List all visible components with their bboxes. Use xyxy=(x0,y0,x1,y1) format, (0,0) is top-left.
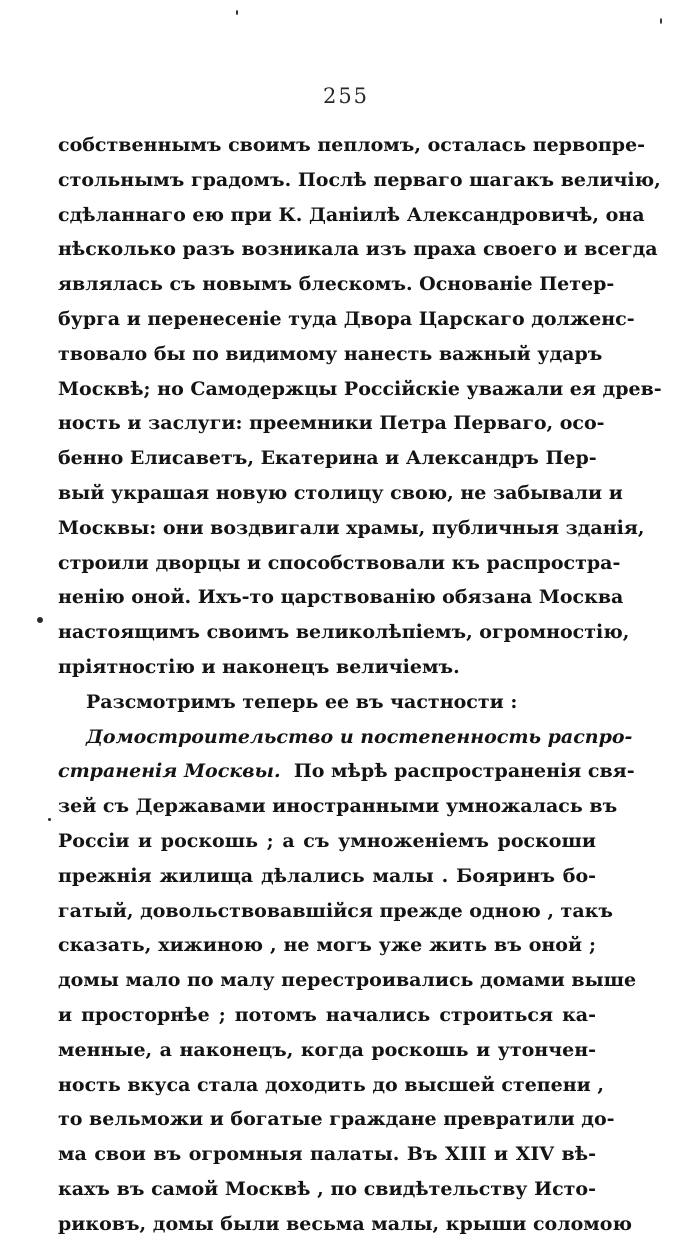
text-line: нѣсколько разъ возникала изъ праха своего и всегда xyxy=(58,238,658,261)
text-line: кахъ въ самой Москвѣ , по свидѣтельству Исто- xyxy=(58,1177,596,1200)
text-line: стольнымъ градомъ. Послѣ перваго шагакъ величію, xyxy=(58,168,661,191)
section-first-text: По мѣрѣ распространенія свя- xyxy=(293,760,635,783)
text-line: Россіи и роскошь ; а съ умноженіемъ роскоши xyxy=(58,829,596,852)
text-line: собственнымъ своимъ пепломъ, осталась первопре- xyxy=(58,134,646,156)
text-line: строили дворцы и способствовали къ распростра- xyxy=(58,551,621,574)
text-line: сдѣланнаго ею при К. Даніилѣ Александровичѣ, она xyxy=(58,203,645,226)
text-line: менные, а наконецъ, когда роскошь и утончен- xyxy=(58,1038,596,1061)
text-line: и просторнѣе ; потомъ начались строиться ка- xyxy=(58,1003,596,1026)
text-line: являлась съ новымъ блескомъ. Основаніе Петер- xyxy=(58,273,615,296)
text-line: домы мало по малу перестроивались домами выше xyxy=(58,969,637,992)
text-line: пріятностію и наконецъ величіемъ. xyxy=(58,655,460,678)
text-line: Москвѣ; но Самодержцы Россійскіе уважали ея древ- xyxy=(58,377,662,400)
text-line: бенно Елисаветъ, Екатерина и Александръ Пер- xyxy=(58,447,597,470)
text-line: зей съ Державами иностранными умножалась въ xyxy=(58,795,618,818)
ink-speck-top xyxy=(236,10,238,15)
text-line: риковъ, домы были весьма малы, крыши соломою xyxy=(58,1212,632,1235)
text-line: бурга и перенесеніе туда Двора Царскаго долженс- xyxy=(58,307,635,330)
section-title: Домостроительство и постепенность распро- xyxy=(86,725,633,748)
text-line: сказать, хижиною , не могъ уже жить въ оной ; xyxy=(58,934,596,957)
ink-speck-left-2 xyxy=(48,818,51,821)
text-line: ненію оной. Ихъ-то царствованію обязана Москва xyxy=(58,586,624,609)
ink-speck-left xyxy=(37,617,43,623)
page-number: 255 xyxy=(322,84,370,108)
text-line: вый украшая новую столицу свою, не забывали и xyxy=(58,481,623,504)
text-line: гатый, довольствовавшійся прежде одною , такъ xyxy=(58,899,613,922)
text-line: настоящимъ своимъ великолѣпіемъ, огромностію, xyxy=(58,621,630,644)
text-line: ность вкуса стала доходить до высшей степени , xyxy=(58,1073,604,1096)
section-title-line-2 xyxy=(58,754,635,789)
body-text xyxy=(58,128,662,1242)
section-title-cont: страненія Москвы. xyxy=(58,760,281,783)
ink-speck-right-top xyxy=(660,18,662,24)
text-line: прежнія жилища дѣлались малы . Бояринъ бо- xyxy=(58,864,596,887)
text-line: то вельможи и богатые граждане превратили до- xyxy=(58,1108,615,1131)
text-line: твовало бы по видимому нанесть важный ударъ xyxy=(58,342,603,365)
text-line: ма свои въ огромныя палаты. Въ XIII и XIV вѣ- xyxy=(58,1143,596,1166)
section-title-line xyxy=(58,720,633,755)
text-line: ность и заслуги: преемники Петра Перваго, осо- xyxy=(58,412,605,435)
section-heading: Разсмотримъ теперь ее въ частности : xyxy=(86,690,518,713)
text-line: Москвы: они воздвигали храмы, публичныя зданія, xyxy=(58,516,645,539)
